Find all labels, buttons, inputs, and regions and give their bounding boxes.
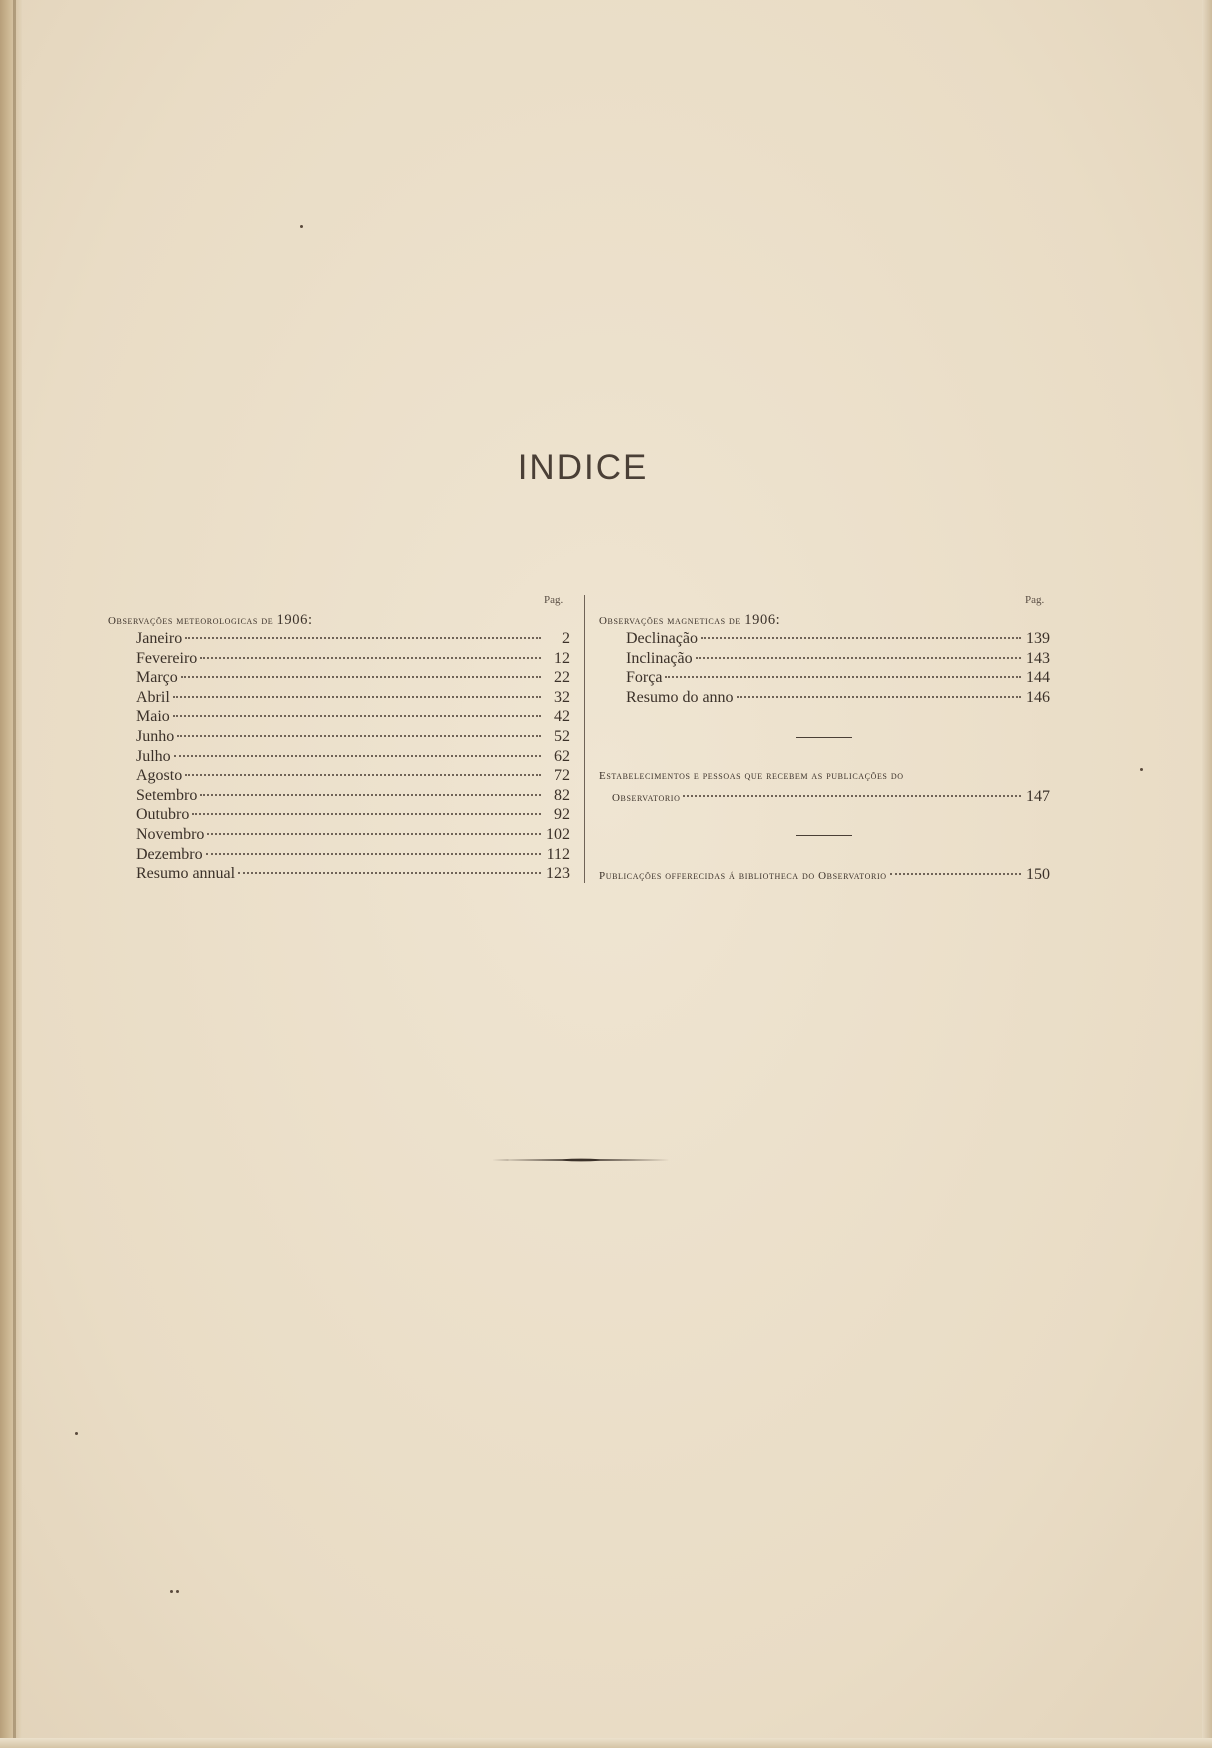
toc-entry-label: Força (626, 669, 663, 687)
publicacoes-label: Publicações offerecidas á bibliotheca do Observatorio (599, 870, 887, 882)
left-section-heading (108, 612, 313, 629)
toc-entry-label: Outubro (136, 806, 190, 824)
toc-entry (136, 864, 570, 884)
toc-entry-label: Declinação (626, 630, 698, 647)
estabelecimentos-entry (612, 787, 1050, 807)
publicacoes-page: 150 (1026, 866, 1050, 883)
leader-dots (665, 676, 1021, 678)
leader-dots (207, 833, 541, 835)
leader-dots (701, 637, 1021, 639)
toc-entry-label: Setembro (136, 786, 198, 804)
toc-entry-page: 42 (554, 708, 570, 726)
right-pag-label: Pag. (1025, 594, 1045, 606)
scan-speck (1140, 768, 1143, 771)
left-heading-text: Observações meteorologicas de (108, 615, 274, 627)
leader-dots (177, 735, 541, 737)
toc-entry (136, 649, 570, 669)
leader-dots (206, 853, 541, 855)
toc-entry-page: 82 (554, 786, 570, 804)
right-heading-year: 1906: (744, 612, 781, 628)
toc-entry-label: Resumo annual (136, 865, 236, 883)
left-pag-label: Pag. (544, 594, 564, 606)
scan-speck (176, 1590, 179, 1593)
toc-entry-label: Novembro (136, 826, 205, 843)
estabelecimentos-label: Observatorio (612, 792, 681, 804)
leader-dots (185, 637, 541, 639)
toc-entry-label: Abril (136, 688, 170, 706)
toc-entry (136, 707, 570, 727)
toc-entry (136, 727, 570, 747)
leader-dots (683, 795, 1021, 797)
toc-entry-label: Março (136, 669, 178, 687)
page-edge-right (1202, 0, 1212, 1748)
toc-entry-page: 143 (1026, 649, 1050, 667)
leader-dots (890, 873, 1021, 875)
toc-entry-label: Resumo do anno (626, 688, 734, 706)
toc-entry-page: 144 (1026, 669, 1050, 687)
toc-entry-label: Junho (136, 728, 175, 745)
toc-entry-label: Julho (136, 747, 171, 765)
section-separator (796, 737, 852, 738)
toc-entry-page: 123 (546, 865, 570, 883)
toc-entry-page: 32 (554, 688, 570, 706)
toc-entry-label: Maio (136, 708, 170, 726)
toc-entry-label: Agosto (136, 767, 183, 785)
toc-entry-page: 72 (554, 767, 570, 785)
toc-entry-page: 52 (554, 728, 570, 745)
toc-entry (136, 805, 570, 825)
toc-entry-page: 112 (546, 845, 570, 863)
toc-entry-page: 12 (554, 649, 570, 667)
leader-dots (200, 657, 541, 659)
estabelecimentos-heading-line1: Estabelecimentos e pessoas que recebem as publicações do (599, 770, 904, 782)
toc-entry-page: 146 (1026, 688, 1050, 706)
leader-dots (173, 715, 541, 717)
toc-entry-label: Janeiro (136, 630, 183, 647)
right-heading-text: Observações magneticas de (599, 615, 741, 627)
leader-dots (181, 676, 541, 678)
ornamental-rule (492, 1158, 670, 1162)
toc-entry-page: 92 (554, 806, 570, 824)
toc-entry (136, 786, 570, 806)
toc-entry (136, 825, 570, 845)
leader-dots (200, 794, 541, 796)
leader-dots (185, 774, 541, 776)
left-heading-year: 1906: (276, 612, 313, 628)
toc-entry (136, 747, 570, 767)
scan-speck (170, 1590, 173, 1593)
scan-speck (300, 225, 303, 228)
scan-speck (75, 1432, 78, 1435)
toc-entry-page: 62 (554, 747, 570, 765)
toc-entry-page: 139 (1026, 630, 1050, 647)
toc-entry-page: 22 (554, 669, 570, 687)
toc-entry (626, 668, 1050, 688)
leader-dots (696, 657, 1021, 659)
estabelecimentos-page: 147 (1026, 788, 1050, 805)
page-edge-bottom (0, 1738, 1212, 1748)
right-section-heading (599, 612, 780, 629)
leader-dots (192, 813, 541, 815)
leader-dots (238, 872, 541, 874)
toc-entry-page: 102 (546, 826, 570, 843)
publicacoes-entry (599, 865, 1050, 885)
toc-entry (136, 688, 570, 708)
toc-entry-label: Dezembro (136, 845, 203, 863)
section-separator (796, 835, 852, 836)
toc-entry (136, 845, 570, 865)
leader-dots (174, 755, 541, 757)
leader-dots (737, 696, 1021, 698)
binding-line (13, 0, 16, 1748)
column-divider (584, 595, 585, 883)
page-title: INDICE (517, 448, 649, 487)
toc-entry (626, 649, 1050, 669)
toc-entry (136, 668, 570, 688)
toc-entry (626, 688, 1050, 708)
leader-dots (173, 696, 541, 698)
toc-entry-label: Fevereiro (136, 649, 198, 667)
toc-entry-label: Inclinação (626, 649, 693, 667)
toc-entry-page: 2 (562, 630, 570, 647)
toc-entry (136, 766, 570, 786)
toc-entry (626, 629, 1050, 649)
toc-entry (136, 629, 570, 649)
binding-edge (0, 0, 22, 1748)
